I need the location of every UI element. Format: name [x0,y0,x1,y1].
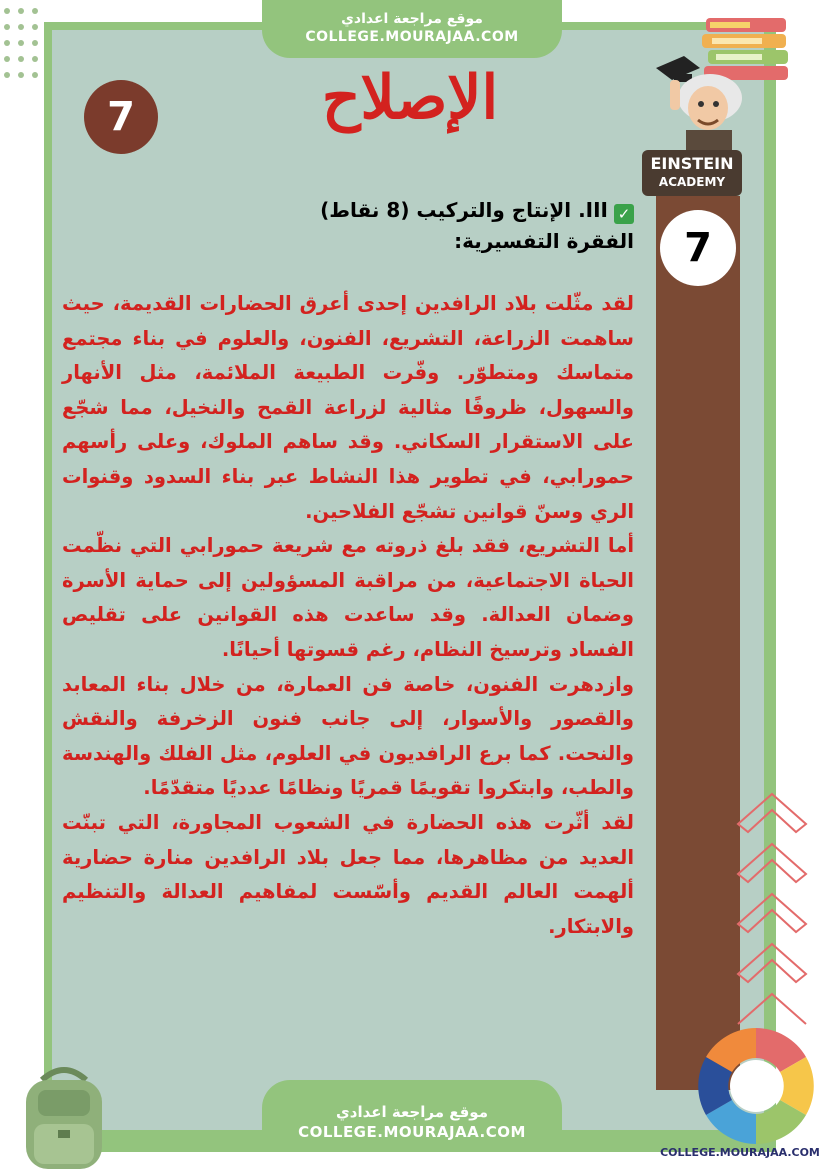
education-wheel-logo-icon [694,1024,818,1148]
paragraph: أما التشريع، فقد بلغ ذروته مع شريعة حمورابي التي نظّمت الحياة الاجتماعية، من مراقبة المسؤولين إلى حماية الأسرة وضمان العدالة. وقد ساعدت هذه القوانين على تقليص الفساد وترسيخ النظام، رغم قسوتها أحيانًا. [62,534,634,661]
page-title: الإصلاح [321,63,499,133]
decorative-dots [0,0,40,120]
check-icon: ✓ [614,204,634,224]
backpack-icon [12,1060,116,1169]
paragraph: وازدهرت الفنون، خاصة فن العمارة، من خلال بناء المعابد والقصور والأسوار، إلى جانب فنون الزخرفة والنقش والنحت. كما برع الرافديون في العلوم، مثل الفلك والهندسة والطب، وابتكروا تقويمًا قمريًا ونظامًا عدديًا متقدّمًا. [62,672,634,800]
badge-line1: EINSTEIN [650,154,734,173]
number-circle: 7 [84,80,158,154]
header-site-url[interactable]: COLLEGE.MOURAJAA.COM [305,29,519,45]
side-column [656,196,740,1090]
column-number-circle: 7 [660,210,736,286]
paragraph: لقد أثّرت هذه الحضارة في الشعوب المجاورة، التي تبنّت العديد من مظاهرها، مما جعل بلاد الرافدين منارة حضارية ألهمت العالم القديم وأسّست لمفاهيم العدالة والتنظيم والابتكار. [62,810,634,938]
einstein-mascot-icon [650,50,746,152]
section-subheading: الفقرة التفسيرية: [454,229,634,253]
section-heading-text: III. الإنتاج والتركيب (8 نقاط) [320,198,608,222]
header-site-arabic: موقع مراجعة اعدادي [341,11,483,27]
header-tab [262,0,562,58]
paragraph: لقد مثّلت بلاد الرافدين إحدى أعرق الحضارات القديمة، حيث ساهمت الزراعة، التشريع، الفنون، والعلوم في بناء مجتمع متماسك ومتطوّر. وفّرت الطبيعة الملائمة، مثل الأنهار والسهول، ظروفًا مثالية لزراعة القمح والنخيل، مما شجّع على الاستقرار السكاني. وقد ساهم الملوك، وعلى رأسهم حمورابي، في تطوير هذا النشاط عبر بناء السدود وقنوات الري وسنّ قوانين تشجّع الفلاحين. [62,292,634,523]
footer-tab [262,1080,562,1152]
main-content [62,195,634,944]
footer-logo-text: COLLEGE.MOURAJAA.COM [660,1146,820,1159]
section-heading [62,195,634,225]
chevron-up-icon [734,790,810,1030]
einstein-badge [642,150,742,196]
footer-site-url[interactable]: COLLEGE.MOURAJAA.COM [298,1123,526,1141]
footer-site-arabic: موقع مراجعة اعدادي [336,1103,488,1121]
badge-line2: ACADEMY [658,175,726,189]
